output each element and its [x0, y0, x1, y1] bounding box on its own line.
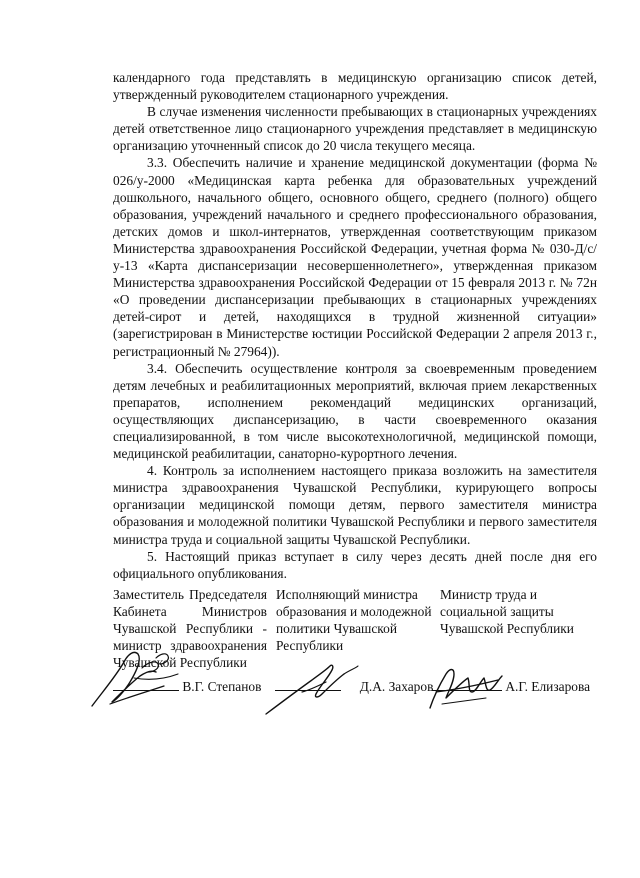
- signatory-2-position-text: Исполняющий министра образования и молодежной политики Чувашской Республики: [276, 587, 432, 654]
- signatory-2-name: Д.А. Захаров: [359, 679, 434, 694]
- paragraph-3-4-control: 3.4. Обеспечить осуществление контроля за своевременным проведением детям лечебных и реабилитационных мероприятий, включая прием лекарственных препаратов, исполнением рекомендаций медицинских организаций, осуществляющих диспансеризацию, в части своевременного оказания специализированной, в том числе высокотехнологичной, медицинской помощи, медицинской реабилитации, санаторно-курортного лечения.: [113, 360, 597, 462]
- signatory-3-position: [440, 586, 600, 637]
- paragraph-population-change: В случае изменения численности пребывающих в стационарных учреждениях детей ответственное лицо стационарного учреждения представляет в медицинскую организацию уточненный список до 20 числа текущего месяца.: [113, 104, 597, 154]
- handwritten-signature-1: [86, 640, 196, 712]
- signatory-2-position: [276, 586, 434, 654]
- paragraph-5-effective-date: 5. Настоящий приказ вступает в силу через десять дней после дня его официального опубликования.: [113, 548, 597, 581]
- paragraph-3-3-documentation: 3.3. Обеспечить наличие и хранение медицинской документации (форма № 026/у-2000 «Медицинская карта ребенка для образовательных учреждений дошкольного, начального общего, основного общего, среднего (полного) общего образования, учреждений начального и среднего профессионального образования, детских домов и школ-интернатов, утвержденная соответствующим приказом Министерства здравоохранения Российской Федерации, учетная форма № 030-Д/с/у-13 «Карта диспансеризации несовершеннолетнего», утвержденная приказом Министерства здравоохранения Российской Федерации от 15 февраля 2013 г. № 72н «О проведении диспансеризации пребывающих в стационарных учреждениях детей-сирот и детей, находящихся в трудной жизненной ситуации» (зарегистрирован в Министерстве юстиции Российской Федерации 2 апреля 2013 г., регистрационный № 27964)).: [113, 155, 597, 359]
- signatory-3-name: А.Г. Елизарова: [505, 679, 591, 694]
- paragraph-list-submission: календарного года представлять в медицинскую организацию список детей, утвержденный руководителем стационарного учреждения.: [113, 70, 597, 103]
- signatory-1-name: В.Г. Степанов: [182, 679, 262, 694]
- paragraph-4-responsibility: 4. Контроль за исполнением настоящего приказа возложить на заместителя министра здравоохранения Чувашской Республики, курирующего вопросы организации медицинской помощи детям, первого заместителя министра образования и молодежной политики Чувашской Республики и первого заместителя министра труда и социальной защиты Чувашской Республики.: [113, 463, 597, 547]
- signatory-1-position-text: Заместитель Председателя Кабинета Министров Чувашской Республики - министр здравоохранения Чувашской Республики: [113, 587, 267, 671]
- signatory-3-position-text: Министр труда и социальной защиты Чувашской Республики: [440, 587, 574, 637]
- handwritten-signature-2: [262, 656, 362, 718]
- document-body: [113, 69, 597, 582]
- handwritten-signature-3: [424, 664, 514, 714]
